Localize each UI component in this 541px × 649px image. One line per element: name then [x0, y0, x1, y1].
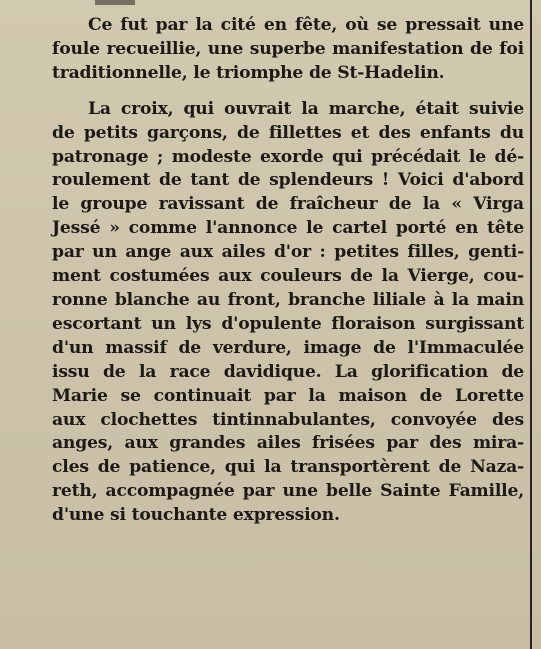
column-rule [530, 0, 532, 649]
text-line: Marie se continuait par la maison de Lorette [52, 385, 524, 406]
paragraph-1 [52, 14, 524, 86]
text-line: La croix, qui ouvrait la marche, était suivie [88, 98, 524, 119]
text-line: Ce fut par la cité en fête, où se pressait une [88, 15, 524, 35]
text-line: Jessé » comme l'annonce le cartel porté en tête [52, 218, 524, 239]
text-line: issu de la race davidique. La glorification de [52, 361, 524, 382]
text-line: d'une si touchante expression. [52, 505, 340, 526]
text-line: de petits garçons, de fillettes et des enfants du [52, 122, 524, 143]
text-line: patronage ; modeste exorde qui précédait le dé- [52, 146, 524, 167]
text-line: roulement de tant de splendeurs ! Voici d'abord [52, 170, 524, 191]
paragraph-gap [52, 86, 524, 98]
text-line: anges, aux grandes ailes frisées par des mira- [52, 433, 524, 454]
text-line: aux clochettes tintinnabulantes, convoyée des [52, 409, 524, 430]
text-line: d'un massif de verdure, image de l'Immaculée [52, 337, 524, 358]
cropped-text-fragment [95, 0, 135, 5]
paragraph-2 [52, 98, 524, 528]
text-line: reth, accompagnée par une belle Sainte Famille, [52, 481, 524, 502]
text-line: ronne blanche au front, branche liliale à la main [52, 289, 524, 310]
text-line: escortant un lys d'opulente floraison surgissant [52, 313, 524, 334]
text-line: foule recueillie, une superbe manifestation de foi [52, 38, 524, 59]
text-line: traditionnelle, le triomphe de St-Hadelin. [52, 62, 445, 83]
article-column [52, 14, 524, 528]
text-line: cles de patience, qui la transportèrent de Naza- [52, 457, 524, 478]
text-line: le groupe ravissant de fraîcheur de la « Virga [52, 194, 524, 215]
text-line: ment costumées aux couleurs de la Vierge, cou- [52, 266, 524, 287]
text-line: par un ange aux ailes d'or : petites filles, genti- [52, 242, 524, 263]
